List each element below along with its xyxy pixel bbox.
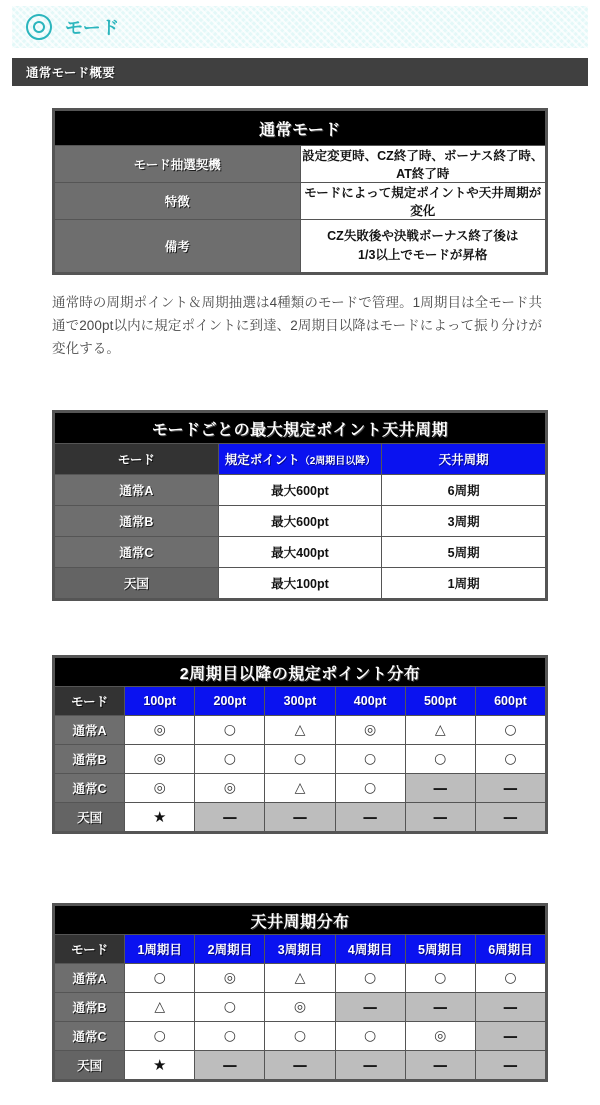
symbol-glyph: —	[502, 1055, 518, 1074]
ceiling-cell-symbol	[125, 993, 194, 1021]
table-row	[55, 146, 545, 182]
symbol-glyph: —	[502, 807, 518, 826]
table-row	[55, 1051, 545, 1079]
symbol-glyph: ○	[364, 780, 377, 796]
point-column-header: 600pt	[476, 687, 545, 715]
symbol-glyph: △	[294, 722, 306, 738]
table-row	[55, 716, 545, 744]
symbol-glyph: ○	[223, 751, 236, 767]
row-label-mode: 通常A	[55, 475, 218, 505]
symbol-glyph: ○	[504, 751, 517, 767]
table-caption-row	[55, 111, 545, 145]
ceiling-column-header: 6周期目	[476, 935, 545, 963]
point-cell-symbol	[195, 716, 264, 744]
point-column-header: 200pt	[195, 687, 264, 715]
point-cell-symbol	[125, 774, 194, 802]
symbol-glyph: ◎	[434, 1028, 447, 1044]
table-row	[55, 506, 545, 536]
table-row	[55, 537, 545, 567]
ceiling-cell-symbol	[265, 964, 334, 992]
symbol-glyph: △	[434, 722, 446, 738]
ceiling-cell-symbol	[125, 964, 194, 992]
cell-ceiling: 6周期	[382, 475, 545, 505]
ceiling-distribution-caption: 天井周期分布	[55, 906, 545, 934]
ceiling-column-header-mode: モード	[55, 935, 124, 963]
table-caption-row	[55, 906, 545, 934]
symbol-glyph: —	[502, 1026, 518, 1045]
column-header-points-note: （2周期目以降）	[299, 456, 376, 467]
symbol-glyph: —	[222, 1055, 238, 1074]
table-row	[55, 774, 545, 802]
ceiling-cell-none	[476, 1022, 545, 1050]
symbol-glyph: —	[432, 1055, 448, 1074]
symbol-glyph: ○	[364, 970, 377, 986]
row-label-mode: 通常B	[55, 993, 124, 1021]
table-header-row	[55, 444, 545, 474]
ceiling-cell-symbol	[125, 1051, 194, 1079]
overview-caption: 通常モード	[55, 111, 545, 145]
ceiling-cell-none	[336, 1051, 405, 1079]
ceiling-cell-none	[336, 993, 405, 1021]
row-label-mode: 通常C	[55, 537, 218, 567]
row-value-line2: 1/3以上でモードが昇格	[358, 248, 488, 262]
cell-ceiling: 5周期	[382, 537, 545, 567]
symbol-glyph: ○	[434, 751, 447, 767]
point-cell-none	[195, 803, 264, 831]
ceiling-column-header: 3周期目	[265, 935, 334, 963]
point-column-header: 400pt	[336, 687, 405, 715]
ceiling-cell-none	[406, 1051, 475, 1079]
ceiling-column-header: 1周期目	[125, 935, 194, 963]
table-caption-row	[55, 413, 545, 443]
ceiling-cell-none	[195, 1051, 264, 1079]
ceiling-column-header: 2周期目	[195, 935, 264, 963]
cell-points: 最大600pt	[219, 506, 382, 536]
table-row	[55, 964, 545, 992]
column-header-ceiling: 天井周期	[382, 444, 545, 474]
table-row	[55, 993, 545, 1021]
ceiling-column-header: 5周期目	[406, 935, 475, 963]
symbol-glyph: ○	[434, 970, 447, 986]
point-cell-none	[265, 803, 334, 831]
body-paragraph: 通常時の周期ポイント＆周期抽選は4種類のモードで管理。1周期目は全モード共通で200pt以内に規定ポイントに到達、2周期目以降はモードによって振り分けが変化する。	[52, 294, 543, 356]
table-row	[55, 568, 545, 598]
point-cell-symbol	[265, 745, 334, 773]
ceiling-cell-none	[265, 1051, 334, 1079]
table-row	[55, 220, 545, 272]
row-value-line1: CZ失敗後や決戦ボーナス終了後は	[327, 228, 519, 243]
ceiling-column-header: 4周期目	[336, 935, 405, 963]
point-column-header: 500pt	[406, 687, 475, 715]
symbol-glyph: ○	[223, 999, 236, 1015]
symbol-glyph: ◎	[223, 970, 236, 986]
row-label-mode: 通常C	[55, 1022, 124, 1050]
symbol-glyph: ○	[293, 751, 307, 767]
row-label-mode: 天国	[55, 803, 124, 831]
table-row	[55, 183, 545, 219]
symbol-glyph: ◎	[153, 751, 166, 767]
page-title: モード	[65, 18, 120, 38]
point-cell-symbol	[336, 774, 405, 802]
row-label-mode: 通常C	[55, 774, 124, 802]
max-points-caption: モードごとの最大規定ポイント天井周期	[55, 413, 545, 443]
ceiling-cell-symbol	[476, 964, 545, 992]
symbol-glyph: —	[432, 997, 448, 1016]
ceiling-cell-symbol	[406, 964, 475, 992]
ceiling-cell-none	[406, 993, 475, 1021]
symbol-glyph: —	[222, 807, 238, 826]
point-cell-symbol	[406, 745, 475, 773]
ceiling-cell-symbol	[406, 1022, 475, 1050]
symbol-glyph: ○	[153, 1028, 166, 1044]
point-cell-symbol	[125, 716, 194, 744]
symbol-glyph: ○	[223, 1028, 236, 1044]
symbol-glyph: ◎	[153, 780, 166, 796]
table-row	[55, 745, 545, 773]
ceiling-cell-symbol	[265, 1022, 334, 1050]
symbol-glyph: △	[154, 999, 166, 1015]
table-row	[55, 475, 545, 505]
row-label: 備考	[55, 220, 300, 272]
cell-ceiling: 1周期	[382, 568, 545, 598]
symbol-glyph: —	[362, 997, 378, 1016]
row-label-mode: 通常B	[55, 506, 218, 536]
symbol-glyph: —	[502, 778, 518, 797]
section-header-label: 通常モード概要	[26, 66, 116, 80]
symbol-glyph: ★	[152, 1055, 167, 1074]
point-cell-symbol	[476, 716, 545, 744]
point-cell-symbol	[195, 745, 264, 773]
symbol-glyph: ◎	[293, 999, 307, 1015]
symbol-glyph: —	[362, 807, 378, 826]
point-cell-symbol	[195, 774, 264, 802]
ceiling-cell-symbol	[336, 964, 405, 992]
overview-table	[52, 108, 548, 275]
ceiling-cell-none	[476, 993, 545, 1021]
point-cell-symbol	[406, 716, 475, 744]
point-distribution-caption: 2周期目以降の規定ポイント分布	[55, 658, 545, 686]
point-cell-none	[406, 803, 475, 831]
row-label: 特徴	[55, 183, 300, 219]
point-cell-symbol	[125, 745, 194, 773]
point-cell-none	[476, 803, 545, 831]
symbol-glyph: —	[292, 1055, 308, 1074]
ceiling-distribution-table	[52, 903, 548, 1082]
symbol-glyph: —	[292, 807, 308, 826]
point-cell-none	[476, 774, 545, 802]
symbol-glyph: △	[294, 970, 306, 986]
point-cell-symbol	[336, 745, 405, 773]
ceiling-cell-symbol	[336, 1022, 405, 1050]
point-cell-symbol	[125, 803, 194, 831]
symbol-glyph: —	[362, 1055, 378, 1074]
point-cell-symbol	[265, 716, 334, 744]
symbol-glyph: ○	[153, 970, 166, 986]
symbol-glyph: ★	[152, 807, 167, 826]
ceiling-cell-symbol	[125, 1022, 194, 1050]
row-label-mode: 通常A	[55, 716, 124, 744]
symbol-glyph: ○	[504, 970, 517, 986]
point-distribution-table	[52, 655, 548, 834]
table-row	[55, 803, 545, 831]
point-column-header: 100pt	[125, 687, 194, 715]
cell-ceiling: 3周期	[382, 506, 545, 536]
row-label-mode: 天国	[55, 1051, 124, 1079]
ceiling-cell-symbol	[265, 993, 334, 1021]
point-column-header-mode: モード	[55, 687, 124, 715]
point-cell-none	[406, 774, 475, 802]
ceiling-cell-symbol	[195, 964, 264, 992]
column-header-mode: モード	[55, 444, 218, 474]
cell-points: 最大400pt	[219, 537, 382, 567]
point-column-header: 300pt	[265, 687, 334, 715]
page-header	[12, 6, 588, 48]
ceiling-cell-none	[476, 1051, 545, 1079]
symbol-glyph: ○	[364, 1028, 377, 1044]
point-cell-symbol	[336, 716, 405, 744]
point-cell-symbol	[265, 774, 334, 802]
symbol-glyph: △	[294, 780, 306, 796]
column-header-points-main: 規定ポイント	[224, 453, 300, 467]
table-header-row	[55, 935, 545, 963]
symbol-glyph: ○	[293, 1028, 307, 1044]
symbol-glyph: ◎	[364, 722, 377, 738]
symbol-glyph: —	[502, 997, 518, 1016]
symbol-glyph: ○	[504, 722, 517, 738]
point-cell-none	[336, 803, 405, 831]
ceiling-cell-symbol	[195, 993, 264, 1021]
row-label-mode: 通常A	[55, 964, 124, 992]
row-label-mode: 通常B	[55, 745, 124, 773]
cell-points: 最大600pt	[219, 475, 382, 505]
symbol-glyph: —	[432, 807, 448, 826]
max-points-table	[52, 410, 548, 601]
symbol-glyph: ○	[223, 722, 236, 738]
point-cell-symbol	[476, 745, 545, 773]
symbol-glyph: ◎	[223, 780, 236, 796]
table-header-row	[55, 687, 545, 715]
column-header-points	[219, 444, 382, 474]
row-value	[301, 220, 546, 272]
symbol-glyph: ◎	[153, 722, 166, 738]
row-label: モード抽選契機	[55, 146, 300, 182]
target-circle-icon	[26, 14, 52, 40]
symbol-glyph: —	[432, 778, 448, 797]
ceiling-cell-symbol	[195, 1022, 264, 1050]
row-value: 設定変更時、CZ終了時、ボーナス終了時、AT終了時	[301, 146, 546, 182]
row-value: モードによって規定ポイントや天井周期が変化	[301, 183, 546, 219]
symbol-glyph: ○	[364, 751, 377, 767]
section-header-bar	[12, 58, 588, 86]
cell-points: 最大100pt	[219, 568, 382, 598]
table-caption-row	[55, 658, 545, 686]
row-label-mode: 天国	[55, 568, 218, 598]
table-row	[55, 1022, 545, 1050]
